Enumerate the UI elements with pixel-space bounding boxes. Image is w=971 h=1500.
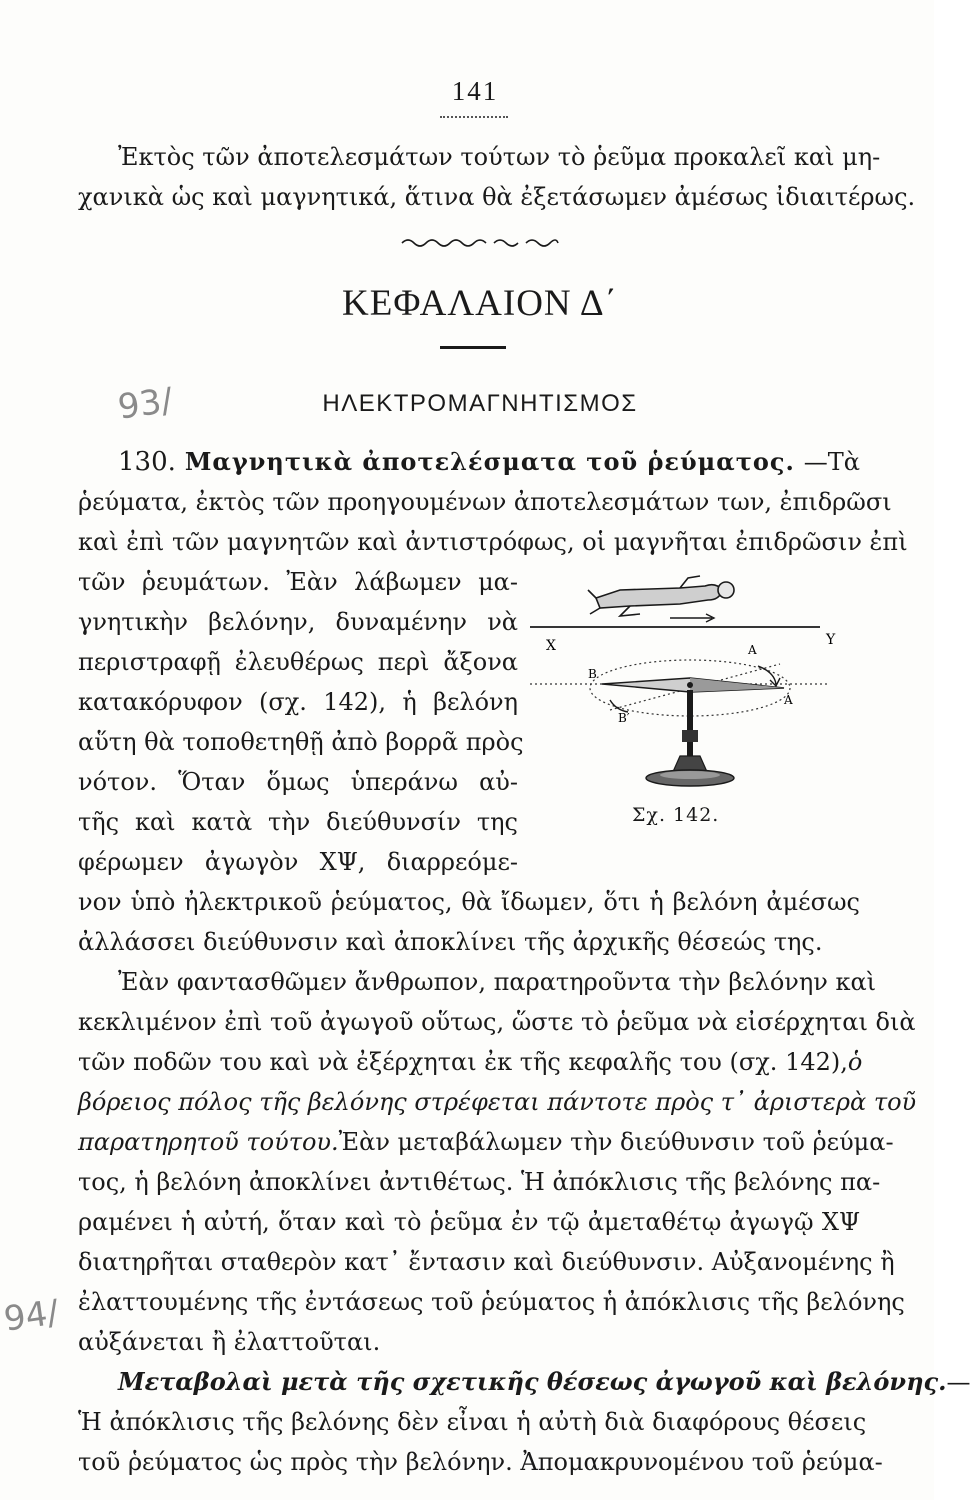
section-title: Μαγνητικὰ ἀποτελέσματα τοῦ ῥεύματος. [184,447,795,476]
observer-figure [588,576,734,616]
paragraph2-line-6: τος, ἡ βελόνη ἀποκλίνει ἀντιθέτως. Ἡ ἀπόκλισις τῆς βελόνης πα- [78,1168,881,1196]
label-a-prime: Α [784,693,793,707]
magnetic-needle [602,678,784,692]
section-line-10: φέρωμεν ἀγωγὸν ΧΨ, διαρρεόμε- [78,848,518,876]
paragraph2-line-3-text: τῶν ποδῶν του καὶ νὰ ἐξέρχηται ἐκ τῆς κεφαλῆς του (σχ. 142), [78,1048,848,1076]
paragraph2-line-3-italic: ὁ [847,1048,863,1076]
section-line-1: ῥεύματα, ἐκτὸς τῶν προηγουμένων ἀποτελεσμάτων των, ἐπιδρῶσι [78,488,892,516]
paragraph2-line-5 [78,1128,894,1156]
section-line-3: τῶν ῥευμάτων. Ἐὰν λάβωμεν μα- [78,568,518,596]
current-arrow [670,614,714,622]
paragraph3-heading-line [118,1367,971,1396]
label-a: Α [748,643,757,657]
paragraph2-line-5-italic: παρατηρητοῦ τούτου. [78,1128,339,1156]
paragraph2-line-7: ραμένει ἡ αὐτή, ὅταν καὶ τὸ ῥεῦμα ἐν τῷ ἀμεταθέτῳ ἀγωγῷ ΧΨ [78,1208,860,1236]
paragraph3-title-tail: — [946,1368,971,1396]
section-line-4: γνητικὴν βελόνην, δυναμένην νὰ [78,608,518,636]
intro-line-1: Ἐκτὸς τῶν ἀποτελεσμάτων τούτων τὸ ῥεῦμα προκαλεῖ καὶ μη- [118,143,881,171]
paragraph2-line-5-text: Ἐὰν μεταβάλωμεν τὴν διεύθυνσιν τοῦ ῥεύμα- [338,1128,894,1156]
section-line-6: κατακόρυφον (σχ. 142), ἡ βελόνη [78,688,518,716]
intro-line-2: χανικὰ ὡς καὶ μαγνητικά, ἅτινα θὰ ἐξετάσωμεν ἀμέσως ἰδιαιτέρως. [78,183,916,211]
chapter-rule [440,346,506,349]
margin-note-first: 93/ [115,380,176,428]
label-b-prime: Β′ [618,711,630,725]
section-line-12: ἀλλάσσει διεύθυνσιν καὶ ἀποκλίνει τῆς ἀρχικῆς θέσεώς της. [78,928,823,956]
label-x: Χ [546,638,556,654]
section-line-7: αὕτη θὰ τοποθετηθῇ ἀπὸ βορρᾶ πρὸς [78,728,524,756]
paragraph3-line-1: Ἡ ἀπόκλισις τῆς βελόνης δὲν εἶναι ἡ αὐτὴ διὰ διαφόρους θέσεις [78,1408,867,1436]
needle-stand [646,690,734,786]
paragraph2-line-1: Ἐὰν φαντασθῶμεν ἄνθρωπον, παρατηροῦντα τὴν βελόνην καὶ [118,968,877,996]
section-line-9: τῆς καὶ κατὰ τὴν διεύθυνσίν της [78,808,518,836]
section-line-5: περιστραφῇ ἐλευθέρως περὶ ἄξονα [78,648,518,676]
section-heading: ΗΛΕΚΤΡΟΜΑΓΝΗΤΙΣΜΟΣ [322,390,638,417]
page-number-rule [440,116,508,118]
label-y: Υ [826,632,836,648]
section-number: 130. [118,447,176,477]
paragraph2-line-3 [78,1048,863,1076]
margin-note-second: 94/ [1,1292,62,1340]
page-number: 141 [451,76,499,106]
label-b: Β [588,667,597,681]
paragraph2-line-9: ἐλαττουμένης τῆς ἐντάσεως τοῦ ῥεύματος ἡ ἀπόκλισις τῆς βελόνης [78,1288,905,1316]
paragraph3-title: Μεταβολαὶ μετὰ τῆς σχετικῆς θέσεως ἀγωγοῦ καὶ βελόνης. [118,1367,947,1396]
paragraph2-line-8: διατηρῆται σταθερὸν κατ᾽ ἔντασιν καὶ διεύθυνσιν. Αὐξανομένης ἢ [78,1248,895,1276]
paragraph3-line-2: τοῦ ῥεύματος ὡς πρὸς τὴν βελόνην. Ἀπομακρυνομένου τοῦ ῥεύμα- [78,1448,883,1476]
chapter-title: ΚΕΦΑΛΑΙΟΝ Δ΄ [342,283,618,324]
section-title-tail: —Τὰ [803,448,860,476]
paragraph2-line-2: κεκλιμένον ἐπὶ τοῦ ἀγωγοῦ οὕτως, ὥστε τὸ ῥεῦμα νὰ εἰσέρχηται διὰ [78,1008,916,1036]
figure-caption: Σχ. 142. [632,804,720,826]
section-line-11: νον ὑπὸ ἠλεκτρικοῦ ῥεύματος, θὰ ἴδωμεν, ὅτι ἡ βελόνη ἀμέσως [78,888,860,916]
paragraph2-line-10: αὐξάνεται ἢ ἐλαττοῦται. [78,1328,381,1356]
section-line-8: νότον. Ὅταν ὅμως ὑπεράνω αὐ- [78,768,518,796]
paragraph2-line-4: βόρειος πόλος τῆς βελόνης στρέφεται πάντοτε πρὸς τ᾽ ἀριστερὰ τοῦ [78,1088,917,1116]
section-line-2: καὶ ἐπὶ τῶν μαγνητῶν καὶ ἀντιστρόφως, οἱ μαγνῆται ἐπιδρῶσιν ἐπὶ [78,528,908,556]
section-heading-line [118,448,860,476]
wavy-divider [400,236,560,250]
